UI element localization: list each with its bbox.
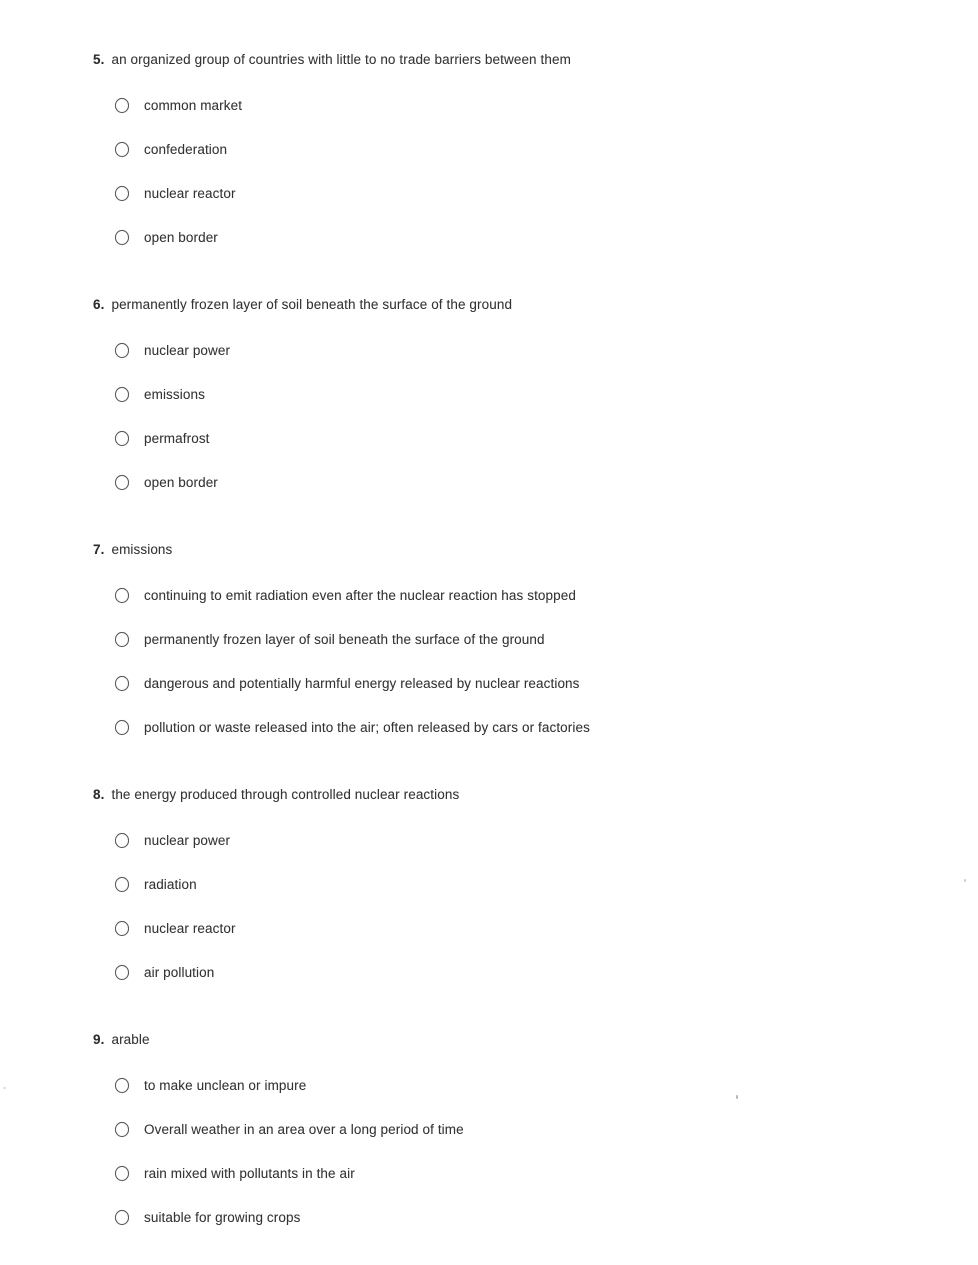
question-text: the energy produced through controlled nuclear reactions bbox=[111, 787, 460, 802]
question-text: arable bbox=[111, 1032, 150, 1047]
scan-speck bbox=[736, 1095, 738, 1099]
option-label: permanently frozen layer of soil beneath the surface of the ground bbox=[144, 632, 545, 647]
answer-option[interactable] bbox=[93, 1210, 938, 1225]
option-label: common market bbox=[144, 98, 243, 113]
radio-button-icon[interactable] bbox=[115, 142, 129, 157]
radio-button-icon[interactable] bbox=[115, 186, 129, 201]
radio-button-icon[interactable] bbox=[115, 877, 129, 892]
radio-button-icon[interactable] bbox=[115, 431, 129, 446]
answer-option[interactable] bbox=[93, 230, 938, 245]
scan-speck bbox=[964, 879, 966, 882]
radio-button-icon[interactable] bbox=[115, 387, 129, 402]
question-prompt bbox=[93, 542, 938, 558]
option-label: suitable for growing crops bbox=[144, 1210, 301, 1225]
option-label: nuclear reactor bbox=[144, 186, 236, 201]
options-list bbox=[93, 588, 938, 735]
radio-button-icon[interactable] bbox=[115, 230, 129, 245]
option-label: continuing to emit radiation even after the nuclear reaction has stopped bbox=[144, 588, 576, 603]
question-prompt bbox=[93, 1032, 938, 1048]
answer-option[interactable] bbox=[93, 186, 938, 201]
question-number: 7. bbox=[93, 542, 105, 557]
option-label: air pollution bbox=[144, 965, 215, 980]
question-number: 9. bbox=[93, 1032, 105, 1047]
radio-button-icon[interactable] bbox=[115, 343, 129, 358]
option-label: radiation bbox=[144, 877, 197, 892]
answer-option[interactable] bbox=[93, 965, 938, 980]
option-label: dangerous and potentially harmful energy released by nuclear reactions bbox=[144, 676, 580, 691]
question-9 bbox=[93, 1032, 938, 1225]
answer-option[interactable] bbox=[93, 387, 938, 402]
question-text: emissions bbox=[111, 542, 173, 557]
options-list bbox=[93, 833, 938, 980]
answer-option[interactable] bbox=[93, 632, 938, 647]
question-number: 6. bbox=[93, 297, 105, 312]
answer-option[interactable] bbox=[93, 475, 938, 490]
radio-button-icon[interactable] bbox=[115, 1210, 129, 1225]
option-label: Overall weather in an area over a long period of time bbox=[144, 1122, 464, 1137]
question-7 bbox=[93, 542, 938, 735]
answer-option[interactable] bbox=[93, 921, 938, 936]
question-text: permanently frozen layer of soil beneath the surface of the ground bbox=[111, 297, 513, 312]
scan-speck bbox=[3, 1087, 6, 1089]
answer-option[interactable] bbox=[93, 720, 938, 735]
answer-option[interactable] bbox=[93, 343, 938, 358]
option-label: open border bbox=[144, 230, 218, 245]
question-5 bbox=[93, 52, 938, 245]
answer-option[interactable] bbox=[93, 1166, 938, 1181]
radio-button-icon[interactable] bbox=[115, 921, 129, 936]
options-list bbox=[93, 98, 938, 245]
option-label: permafrost bbox=[144, 431, 210, 446]
option-label: nuclear power bbox=[144, 343, 231, 358]
question-8 bbox=[93, 787, 938, 980]
radio-button-icon[interactable] bbox=[115, 833, 129, 848]
option-label: emissions bbox=[144, 387, 205, 402]
radio-button-icon[interactable] bbox=[115, 632, 129, 647]
radio-button-icon[interactable] bbox=[115, 1166, 129, 1181]
question-prompt bbox=[93, 297, 938, 313]
answer-option[interactable] bbox=[93, 676, 938, 691]
radio-button-icon[interactable] bbox=[115, 588, 129, 603]
answer-option[interactable] bbox=[93, 142, 938, 157]
option-label: rain mixed with pollutants in the air bbox=[144, 1166, 355, 1181]
options-list bbox=[93, 1078, 938, 1225]
answer-option[interactable] bbox=[93, 1078, 938, 1093]
option-label: open border bbox=[144, 475, 218, 490]
radio-button-icon[interactable] bbox=[115, 475, 129, 490]
question-text: an organized group of countries with little to no trade barriers between them bbox=[111, 52, 571, 67]
option-label: to make unclean or impure bbox=[144, 1078, 307, 1093]
answer-option[interactable] bbox=[93, 877, 938, 892]
answer-option[interactable] bbox=[93, 833, 938, 848]
option-label: nuclear power bbox=[144, 833, 231, 848]
answer-option[interactable] bbox=[93, 588, 938, 603]
option-label: nuclear reactor bbox=[144, 921, 236, 936]
radio-button-icon[interactable] bbox=[115, 965, 129, 980]
question-6 bbox=[93, 297, 938, 490]
question-prompt bbox=[93, 52, 938, 68]
radio-button-icon[interactable] bbox=[115, 676, 129, 691]
question-number: 5. bbox=[93, 52, 105, 67]
radio-button-icon[interactable] bbox=[115, 1122, 129, 1137]
answer-option[interactable] bbox=[93, 98, 938, 113]
answer-option[interactable] bbox=[93, 1122, 938, 1137]
option-label: confederation bbox=[144, 142, 228, 157]
option-label: pollution or waste released into the air; often released by cars or factories bbox=[144, 720, 590, 735]
radio-button-icon[interactable] bbox=[115, 98, 129, 113]
radio-button-icon[interactable] bbox=[115, 720, 129, 735]
question-prompt bbox=[93, 787, 938, 803]
radio-button-icon[interactable] bbox=[115, 1078, 129, 1093]
answer-option[interactable] bbox=[93, 431, 938, 446]
question-number: 8. bbox=[93, 787, 105, 802]
options-list bbox=[93, 343, 938, 490]
